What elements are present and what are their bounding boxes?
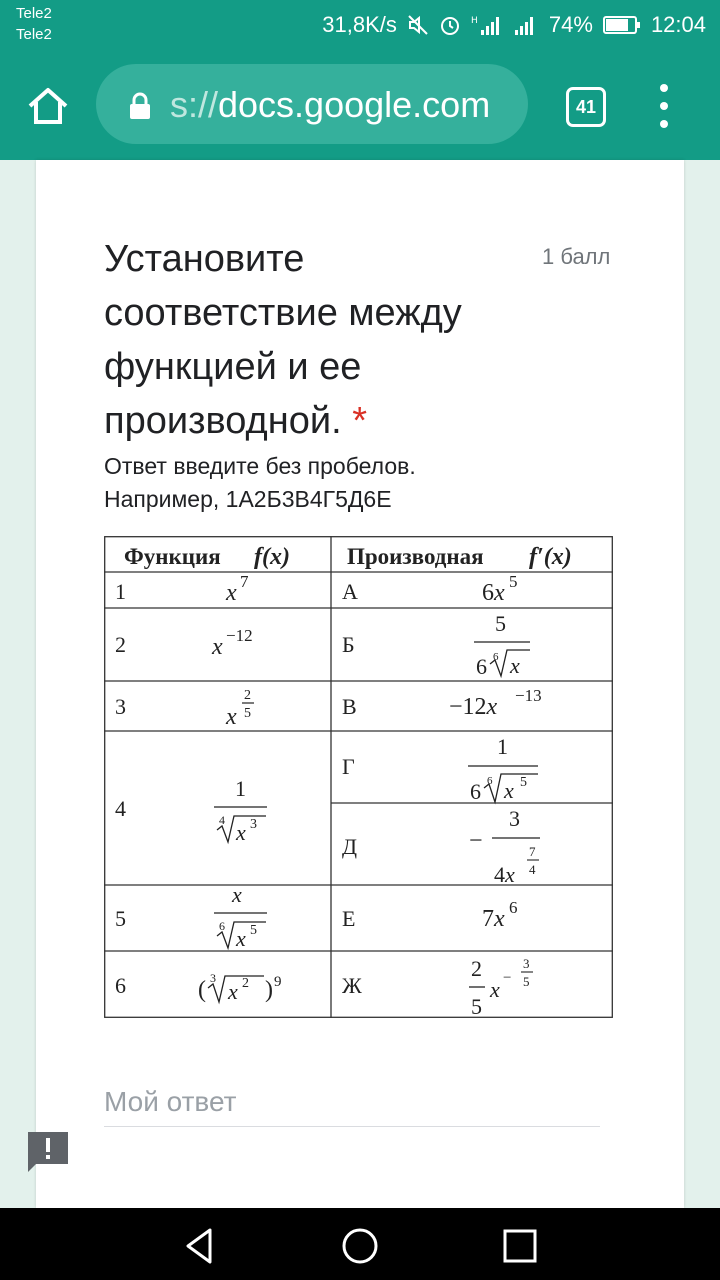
svg-text:x: x [228, 979, 238, 1004]
svg-text:−: − [503, 970, 512, 986]
derivative-formula-b [474, 611, 530, 679]
question-description [104, 450, 416, 516]
svg-text:(: ( [198, 977, 206, 1003]
svg-text:−12: −12 [226, 626, 253, 645]
mute-icon [407, 14, 429, 36]
svg-text:−12x: −12x [449, 694, 498, 720]
description-line-2: Например, 1А2Б3В4Г5Д6Е [104, 486, 392, 512]
nav-back-icon[interactable] [180, 1226, 220, 1266]
battery-icon [603, 15, 641, 35]
svg-text:3: 3 [509, 806, 520, 831]
derivative-letter-e: Е [342, 906, 356, 931]
svg-text:5: 5 [523, 974, 530, 989]
header-function: Функция [124, 544, 221, 569]
derivative-letter-g: Г [342, 754, 355, 779]
svg-text:H: H [470, 16, 478, 26]
derivative-formula-v [449, 686, 542, 720]
svg-text:2: 2 [242, 976, 249, 991]
nav-recents-icon[interactable] [500, 1226, 540, 1266]
derivative-letter-b: Б [342, 632, 355, 657]
answer-input[interactable] [104, 1078, 600, 1127]
carrier-1: Tele2 [16, 5, 52, 22]
url-host: docs.google.com [218, 84, 491, 125]
status-bar [0, 0, 720, 48]
network-speed: 31,8K/s [322, 12, 397, 37]
feedback-icon[interactable] [28, 1132, 68, 1172]
home-icon[interactable] [24, 82, 72, 130]
alarm-icon [439, 14, 461, 36]
derivative-formula-d [469, 806, 540, 887]
nav-home-icon[interactable] [340, 1226, 380, 1266]
function-num-2: 2 [115, 632, 126, 657]
svg-text:x: x [226, 704, 237, 730]
svg-text:x: x [232, 882, 242, 907]
svg-text:2: 2 [471, 956, 482, 981]
signal-icon [513, 14, 539, 36]
function-formula-1 [225, 572, 249, 606]
svg-text:7: 7 [240, 572, 249, 591]
svg-text:5: 5 [520, 775, 527, 790]
svg-text:6: 6 [509, 898, 518, 917]
function-formula-3 [225, 688, 254, 730]
header-derivative: Производная [347, 544, 484, 569]
svg-text:4: 4 [219, 813, 225, 827]
lock-icon [128, 92, 152, 120]
carrier-2: Tele2 [16, 26, 52, 43]
svg-text:5: 5 [495, 611, 506, 636]
svg-text:x: x [504, 778, 514, 803]
url-scheme: s:// [170, 84, 219, 125]
function-formula-6 [198, 971, 282, 1004]
svg-text:5: 5 [509, 572, 518, 591]
function-formula-5 [214, 882, 267, 951]
svg-text:9: 9 [274, 974, 282, 990]
function-num-3: 3 [115, 694, 126, 719]
svg-text:−13: −13 [515, 686, 542, 705]
function-num-5: 5 [115, 906, 126, 931]
derivative-formula-g [468, 734, 538, 804]
question-title [104, 232, 524, 448]
svg-text:x: x [490, 977, 500, 1002]
more-vert-icon[interactable] [652, 84, 676, 128]
svg-text:6: 6 [487, 775, 493, 787]
svg-text:5: 5 [244, 706, 251, 721]
battery-level: 74% [548, 12, 593, 37]
svg-text:6x: 6x [482, 580, 505, 606]
svg-text:3: 3 [210, 971, 216, 985]
tab-switcher-button[interactable]: 41 [566, 87, 606, 127]
svg-text:x: x [212, 634, 223, 660]
svg-text:−: − [469, 828, 483, 854]
derivative-letter-v: В [342, 694, 357, 719]
function-formula-4 [214, 776, 267, 845]
derivative-formula-zh [469, 956, 533, 1018]
svg-text:4x: 4x [494, 862, 515, 887]
derivative-letter-zh: Ж [342, 973, 362, 998]
header-function-fx: f(x) [254, 544, 290, 570]
svg-text:x: x [510, 653, 520, 678]
function-num-1: 1 [115, 579, 126, 604]
svg-text:5: 5 [250, 923, 257, 938]
derivative-letter-a: А [342, 579, 358, 604]
svg-text:1: 1 [235, 776, 246, 801]
url-text[interactable] [170, 83, 490, 127]
svg-text:x: x [236, 820, 246, 845]
svg-text:3: 3 [523, 956, 530, 971]
derivative-formula-e [482, 898, 518, 932]
svg-text:7: 7 [529, 844, 536, 859]
svg-text:1: 1 [497, 734, 508, 759]
required-mark: * [352, 400, 367, 442]
svg-text:7x: 7x [482, 906, 505, 932]
function-num-6: 6 [115, 973, 126, 998]
svg-text:5: 5 [471, 994, 482, 1018]
derivative-letter-d: Д [342, 834, 358, 859]
svg-text:6: 6 [493, 651, 499, 663]
header-derivative-fx: f′(x) [529, 544, 572, 570]
question-title-text: Установите соответствие между функцией и ее производной. [104, 238, 462, 442]
svg-text:6: 6 [219, 919, 225, 933]
clock: 12:04 [650, 12, 706, 37]
function-num-4: 4 [115, 796, 126, 821]
points-label: 1 балл [542, 244, 611, 269]
svg-text:6: 6 [470, 779, 481, 804]
svg-text:x: x [236, 926, 246, 951]
svg-text:6: 6 [476, 654, 487, 679]
signal-h-icon [471, 14, 503, 36]
svg-text:3: 3 [250, 817, 257, 832]
svg-text:2: 2 [244, 688, 251, 703]
svg-text:x: x [226, 580, 237, 606]
function-formula-2 [211, 626, 253, 660]
svg-text:): ) [265, 977, 273, 1003]
description-line-1: Ответ введите без пробелов. [104, 453, 416, 479]
derivative-formula-a [482, 572, 518, 606]
svg-text:4: 4 [529, 862, 536, 877]
matching-table [104, 536, 613, 1018]
